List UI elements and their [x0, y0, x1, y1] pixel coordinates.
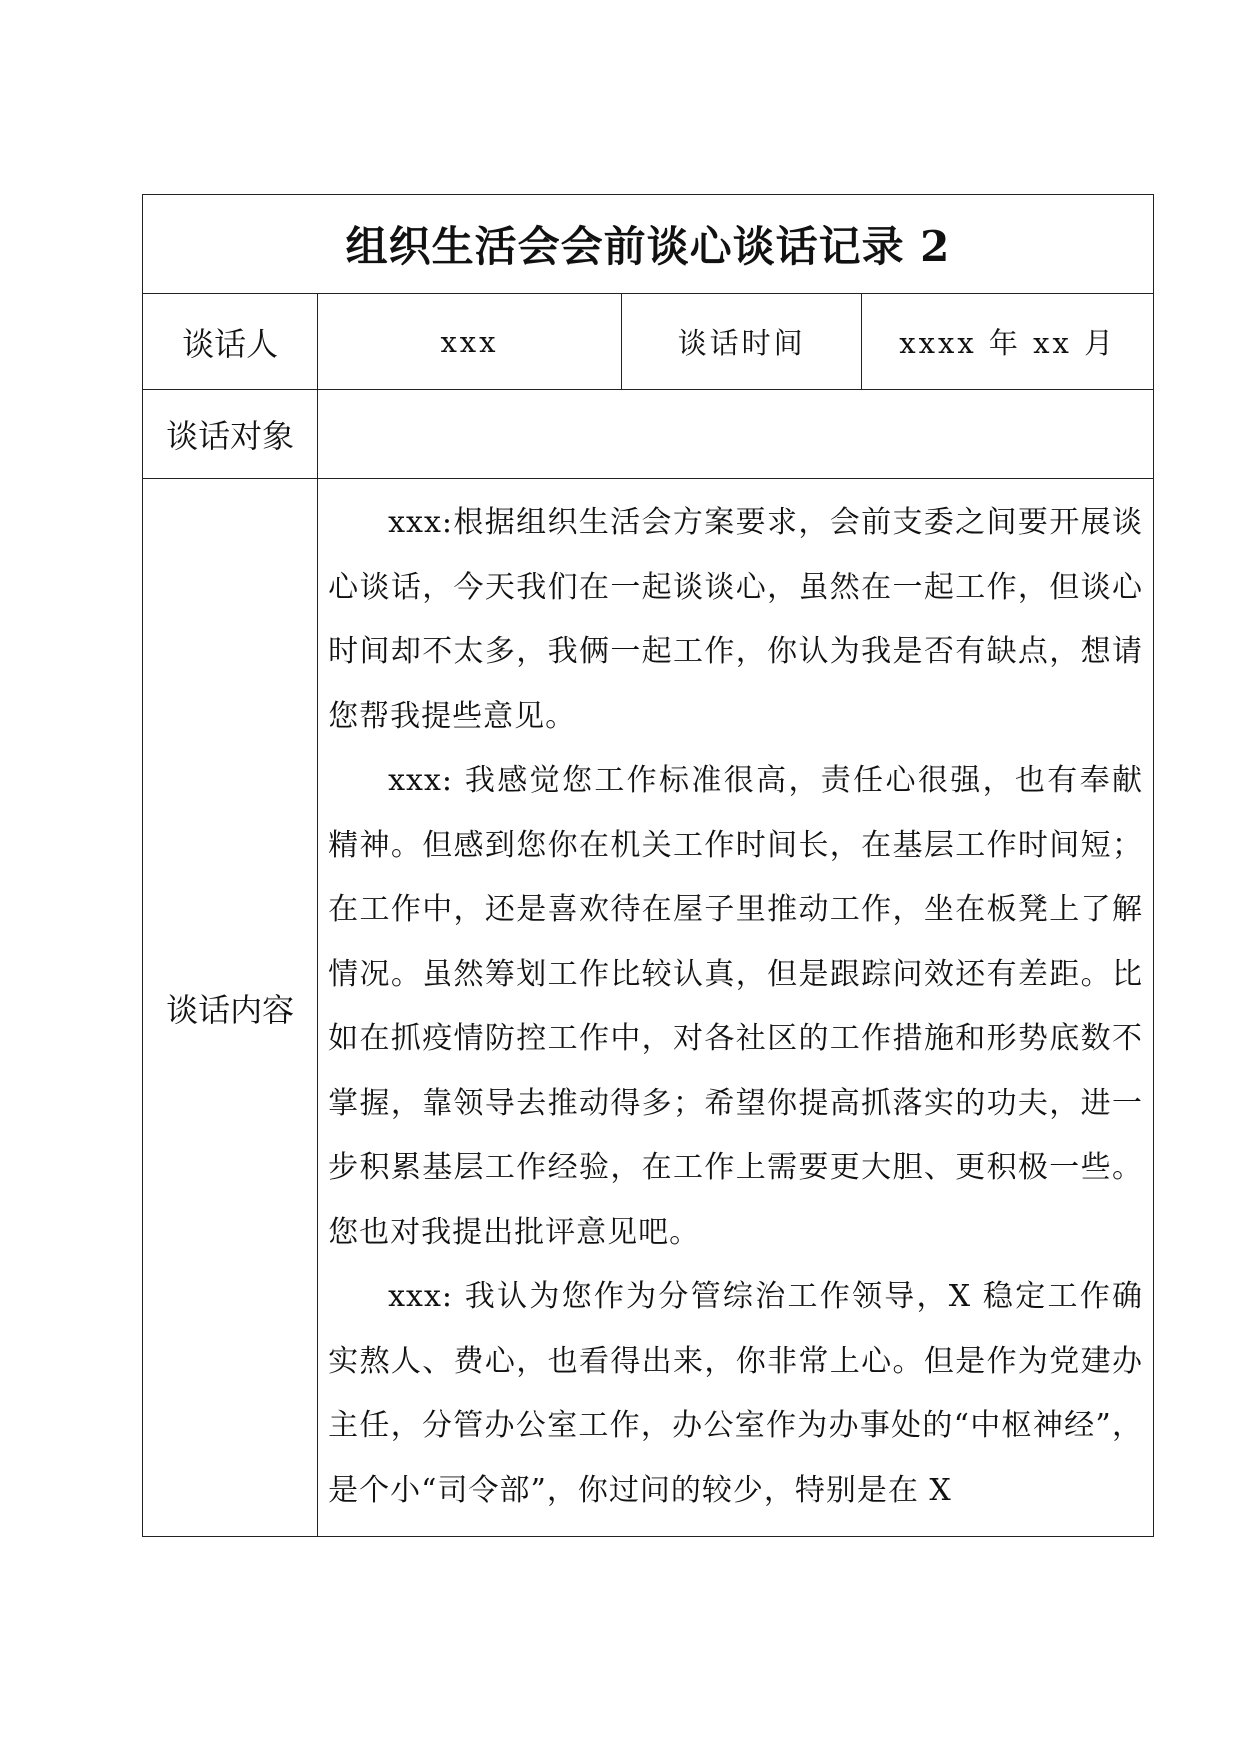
document-title: 组织生活会会前谈心谈话记录 2 — [143, 195, 1154, 294]
content-paragraph-3: xxx: 我认为您作为分管综治工作领导，X 稳定工作确实熬人、费心，也看得出来，你非常上心。但是作为党建办主任，分管办公室工作，办公室作为办事处的“中枢神经”，是个小“司令部”，你过问的较少，特别是在 X — [328, 1279, 1143, 1508]
talk-time-label: 谈话时间 — [621, 294, 862, 390]
talk-time-value: xxxx 年 xx 月 — [862, 294, 1154, 390]
content-paragraph-1: xxx:根据组织生活会方案要求，会前支委之间要开展谈心谈话，今天我们在一起谈谈心，虽然在一起工作，但谈心时间却不太多，我俩一起工作，你认为我是否有缺点，想请您帮我提些意见。 — [328, 505, 1143, 734]
talk-record-table — [142, 194, 1154, 1537]
talk-target-label: 谈话对象 — [143, 390, 318, 479]
speaker-value: xxx — [318, 294, 622, 390]
speaker-label: 谈话人 — [143, 294, 318, 390]
content-paragraph-2: xxx: 我感觉您工作标准很高，责任心很强，也有奉献精神。但感到您你在机关工作时间长，在基层工作时间短；在工作中，还是喜欢待在屋子里推动工作，坐在板凳上了解情况。虽然筹划工作比较认真，但是跟踪问效还有差距。比如在抓疫情防控工作中，对各社区的工作措施和形势底数不掌握，靠领导去推动得多；希望你提高抓落实的功夫，进一步积累基层工作经验，在工作上需要更大胆、更积极一些。您也对我提出批评意见吧。 — [328, 763, 1143, 1250]
talk-content-body — [318, 479, 1154, 1537]
talk-target-value — [318, 390, 1154, 479]
talk-content-label: 谈话内容 — [143, 479, 318, 1537]
